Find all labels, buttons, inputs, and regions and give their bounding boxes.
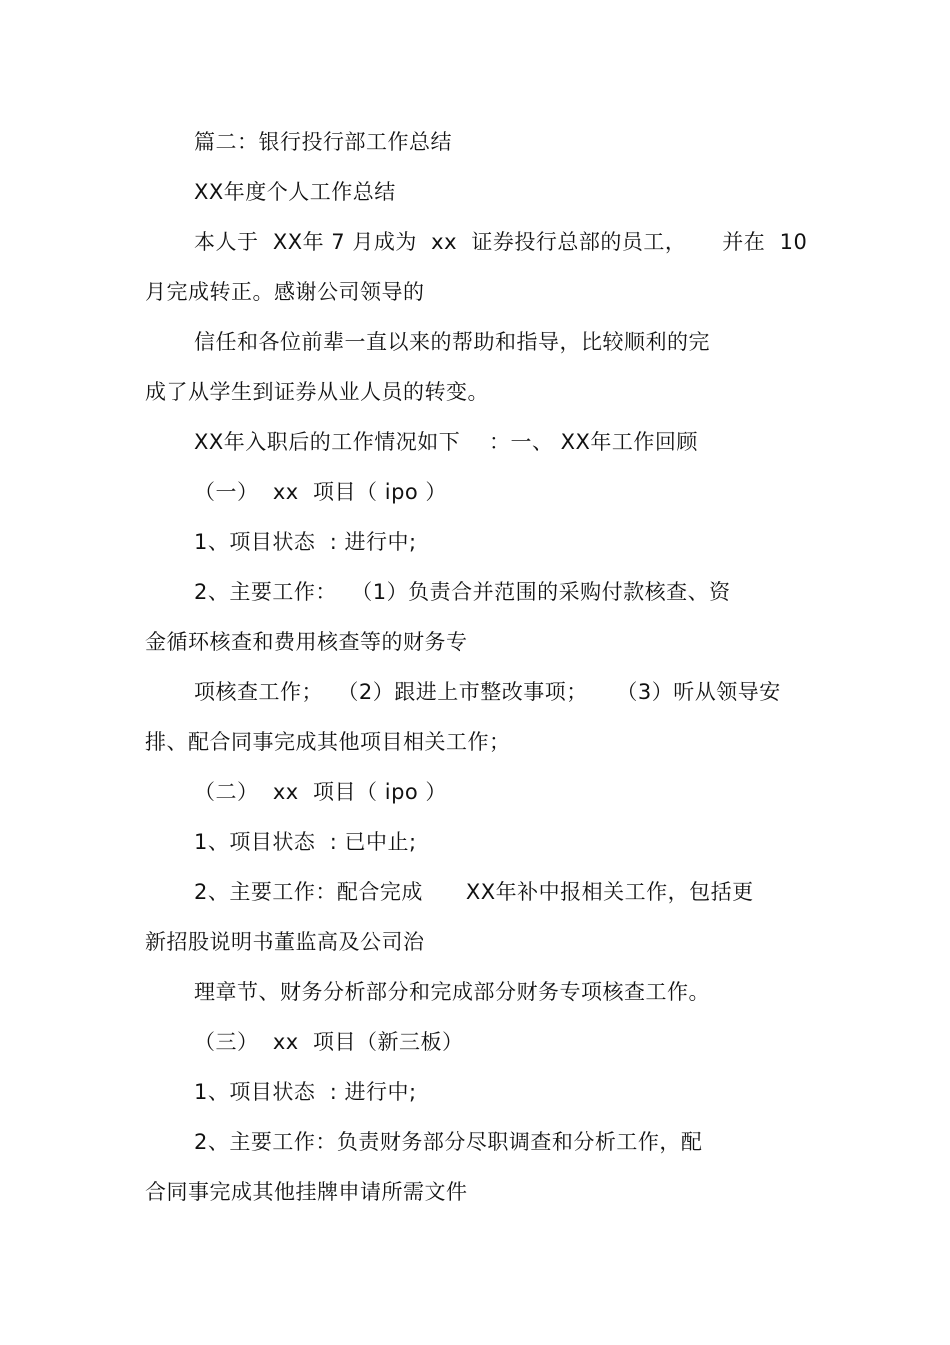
paragraph-line: 排、配合同事完成其他项目相关工作； (145, 730, 511, 754)
paragraph-line: 金循环核查和费用核查等的财务专 (145, 630, 468, 654)
document-subtitle: XX年度个人工作总结 (194, 180, 396, 204)
paragraph-line: 理章节、财务分析部分和完成部分财务专项核查工作。 (194, 980, 710, 1004)
paragraph-line: 新招股说明书董监高及公司治 (145, 930, 425, 954)
paragraph-line: 2、主要工作： （1）负责合并范围的采购付款核查、资 (194, 580, 731, 604)
paragraph-line: 信任和各位前辈一直以来的帮助和指导，比较顺利的完 (194, 330, 710, 354)
project-status: 1、项目状态 : 进行中; (194, 530, 417, 554)
paragraph-line: 合同事完成其他挂牌申请所需文件 (145, 1180, 468, 1204)
project-status: 1、项目状态 : 已中止; (194, 830, 417, 854)
project-heading: （二） xx 项目（ ipo ） (194, 780, 447, 804)
paragraph-line: 2、主要工作：配合完成 XX年补中报相关工作，包括更 (194, 880, 754, 904)
paragraph-line: 2、主要工作：负责财务部分尽职调查和分析工作，配 (194, 1130, 703, 1154)
project-heading: （三） xx 项目（新三板） (194, 1030, 464, 1054)
paragraph-line: 项核查工作； （2）跟进上市整改事项； （3）听从领导安 (194, 680, 781, 704)
section-title: 篇二：银行投行部工作总结 (194, 130, 452, 154)
paragraph-line: 本人于 XX年 7 月成为 xx 证券投行总部的员工， 并在 10 (194, 230, 808, 254)
project-heading: （一） xx 项目（ ipo ） (194, 480, 447, 504)
paragraph-line: XX年入职后的工作情况如下 ：一、 XX年工作回顾 (194, 430, 698, 454)
paragraph-line: 月完成转正。感谢公司领导的 (145, 280, 425, 304)
project-status: 1、项目状态 : 进行中; (194, 1080, 417, 1104)
paragraph-line: 成了从学生到证券从业人员的转变。 (145, 380, 489, 404)
